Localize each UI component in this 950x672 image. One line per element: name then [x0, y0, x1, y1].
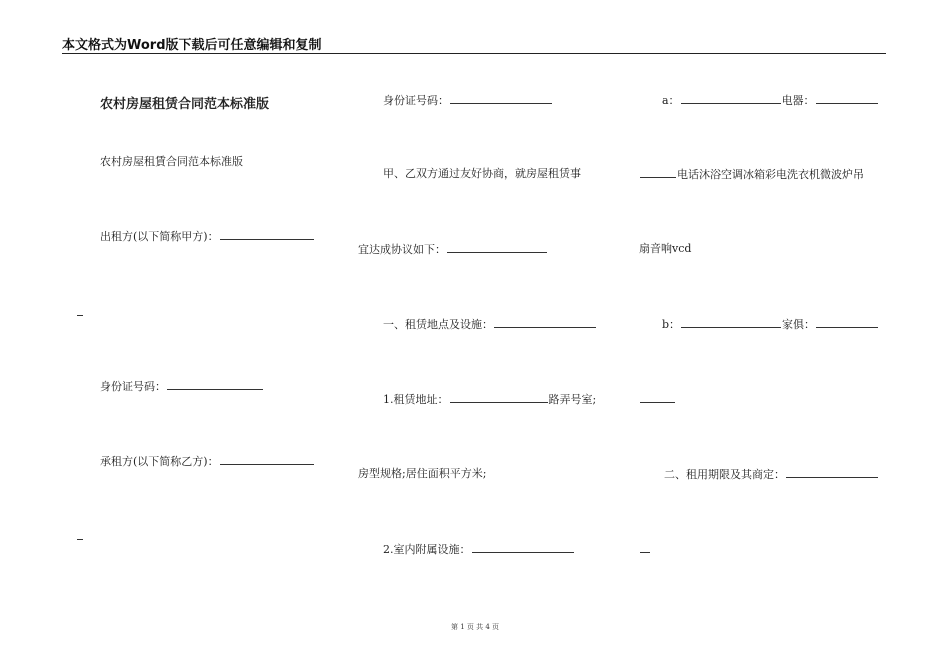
section-1-heading: 一、租赁地点及设施：: [383, 318, 493, 331]
room-type-text: 房型规格;居住面积平方米;: [358, 467, 487, 480]
id-a-line: [100, 379, 264, 394]
appliances-blank[interactable]: [640, 167, 676, 178]
item-b-blank[interactable]: [681, 317, 781, 328]
intro-blank[interactable]: [447, 242, 547, 253]
address-label: 1.租赁地址：: [383, 393, 449, 406]
facilities-blank[interactable]: [472, 542, 574, 553]
section-2-line: [664, 467, 879, 482]
section-2-blank[interactable]: [786, 467, 878, 478]
id-b-line: [383, 93, 553, 108]
appliance-label: 电器：: [781, 94, 815, 107]
id-a-label: 身份证号码：: [100, 380, 166, 393]
address-line: [383, 392, 596, 407]
item-b-line: [662, 317, 879, 332]
appliances-list: 电话沐浴空调冰箱彩电洗衣机微波炉吊: [677, 168, 864, 181]
item-a-label: a：: [662, 94, 680, 107]
lessee-label: 承租方(以下简称乙方)：: [100, 455, 219, 468]
lessor-line: [100, 229, 315, 244]
intro-line-2: [358, 242, 548, 257]
id-a-blank[interactable]: [167, 379, 263, 390]
appliances-list-2: 扇音响vcd: [639, 242, 692, 255]
facilities-label: 2.室内附属设施：: [383, 543, 471, 556]
lessor-blank[interactable]: [220, 229, 314, 240]
section-1-blank[interactable]: [494, 317, 596, 328]
item-a-line: [662, 93, 879, 108]
id-b-label: 身份证号码：: [383, 94, 449, 107]
address-suffix: 路弄号室;: [548, 393, 597, 406]
appliances-line: [639, 167, 864, 182]
contract-title: 农村房屋租赁合同范本标准版: [100, 97, 270, 112]
item-b-label: b：: [662, 318, 681, 331]
section-1-line: [383, 317, 597, 332]
facilities-line: [383, 542, 575, 557]
section-2-heading: 二、租用期限及其商定：: [664, 468, 785, 481]
term-blank[interactable]: [640, 542, 650, 553]
lessee-blank[interactable]: [220, 454, 314, 465]
appliance-blank[interactable]: [816, 93, 878, 104]
furniture-label: 家俱：: [782, 318, 816, 331]
dash-mark: [77, 315, 83, 316]
intro-text: 甲、乙双方通过友好协商，就房屋租赁事: [383, 167, 581, 180]
furniture-extra-blank[interactable]: [640, 392, 675, 403]
id-b-blank[interactable]: [450, 93, 552, 104]
document-header: 本文格式为Word版下载后可任意编辑和复制: [62, 38, 322, 53]
lessor-label: 出租方(以下简称甲方)：: [100, 230, 219, 243]
contract-subtitle: 农村房屋租賃合同范本标准版: [100, 155, 243, 168]
lessee-line: [100, 454, 315, 469]
blank-line: [639, 542, 651, 557]
blank-line: [639, 392, 676, 407]
intro-text-2: 宜达成协议如下：: [358, 243, 446, 256]
item-a-blank[interactable]: [681, 93, 781, 104]
page-number: 第 1 页 共 4 页: [450, 623, 500, 631]
furniture-blank[interactable]: [816, 317, 878, 328]
address-blank[interactable]: [450, 392, 548, 403]
header-rule: [62, 53, 886, 54]
dash-mark: [77, 539, 83, 540]
